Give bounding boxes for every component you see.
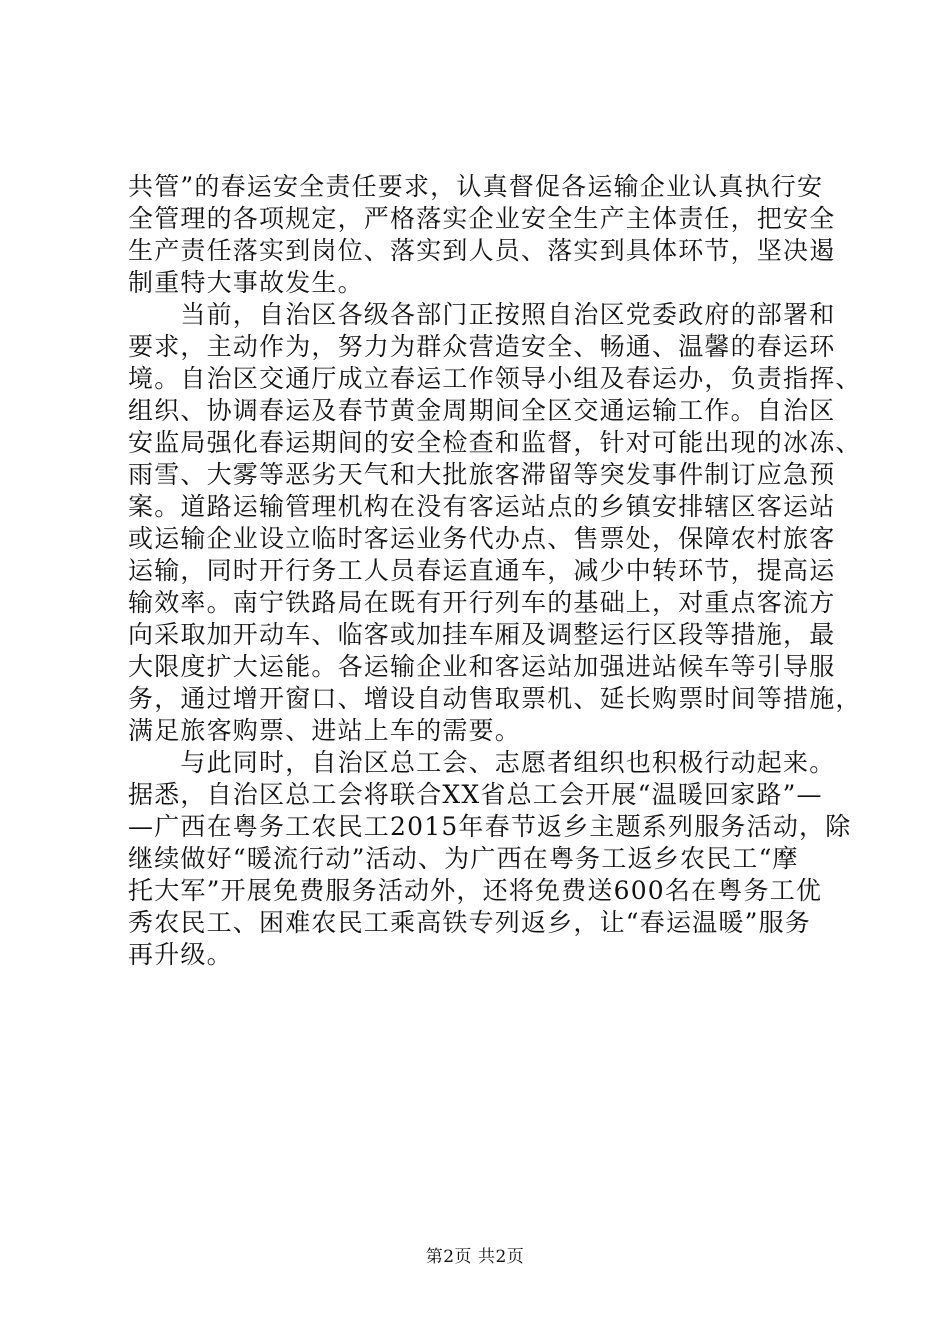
text-line: 大限度扩大运能。各运输企业和客运站加强进站候车等引导服 [128,652,836,681]
text-line: 雨雪、大雾等恶劣天气和大批旅客滞留等突发事件制订应急预 [128,460,836,489]
text-line: 向采取加开动车、临客或加挂车厢及调整运行区段等措施，最 [128,620,836,649]
body-text [128,171,862,971]
text-line: 全管理的各项规定，严格落实企业安全生产主体责任，把安全 [128,204,836,233]
text-line: 共管”的春运安全责任要求，认真督促各运输企业认真执行安 [128,172,824,201]
text-line: 据悉，自治区总工会将联合XX省总工会开展“温暖回家路”— [128,780,823,809]
text-line: 制重特大事故发生。 [128,268,364,297]
text-line: 满足旅客购票、进站上车的需要。 [128,716,522,745]
text-line: 生产责任落实到岗位、落实到人员、落实到具体环节，坚决遏 [128,236,836,265]
text-line: 安监局强化春运期间的安全检查和监督，针对可能出现的冰冻、 [128,428,862,457]
text-line: 继续做好“暖流行动”活动、为广西在粤务工返乡农民工“摩 [128,844,799,873]
text-line: 或运输企业设立临时客运业务代办点、售票处，保障农村旅客 [128,524,836,553]
text-line: 输效率。南宁铁路局在既有开行列车的基础上，对重点客流方 [128,588,836,617]
text-line: 与此同时，自治区总工会、志愿者组织也积极行动起来。 [128,748,836,777]
text-line: 务，通过增开窗口、增设自动售取票机、延长购票时间等措施， [128,684,862,713]
text-line: 运输，同时开行务工人员春运直通车，减少中转环节，提高运 [128,556,836,585]
text-line: —广西在粤务工农民工2015年春节返乡主题系列服务活动，除 [128,812,852,841]
text-line: 当前，自治区各级各部门正按照自治区党委政府的部署和 [128,300,836,329]
text-line: 秀农民工、困难农民工乘高铁专列返乡，让“春运温暖”服务 [128,908,811,937]
text-line: 再升级。 [128,940,233,969]
text-line: 境。自治区交通厅成立春运工作领导小组及春运办，负责指挥、 [128,364,862,393]
text-line: 案。道路运输管理机构在没有客运站点的乡镇安排辖区客运站 [128,492,836,521]
page-number-footer: 第2页 共2页 [425,1247,525,1267]
text-line: 组织、协调春运及春节黄金周期间全区交通运输工作。自治区 [128,396,836,425]
text-line: 托大军”开展免费服务活动外，还将免费送600名在粤务工优 [128,876,823,905]
text-line: 要求，主动作为，努力为群众营造安全、畅通、温馨的春运环 [128,332,836,361]
